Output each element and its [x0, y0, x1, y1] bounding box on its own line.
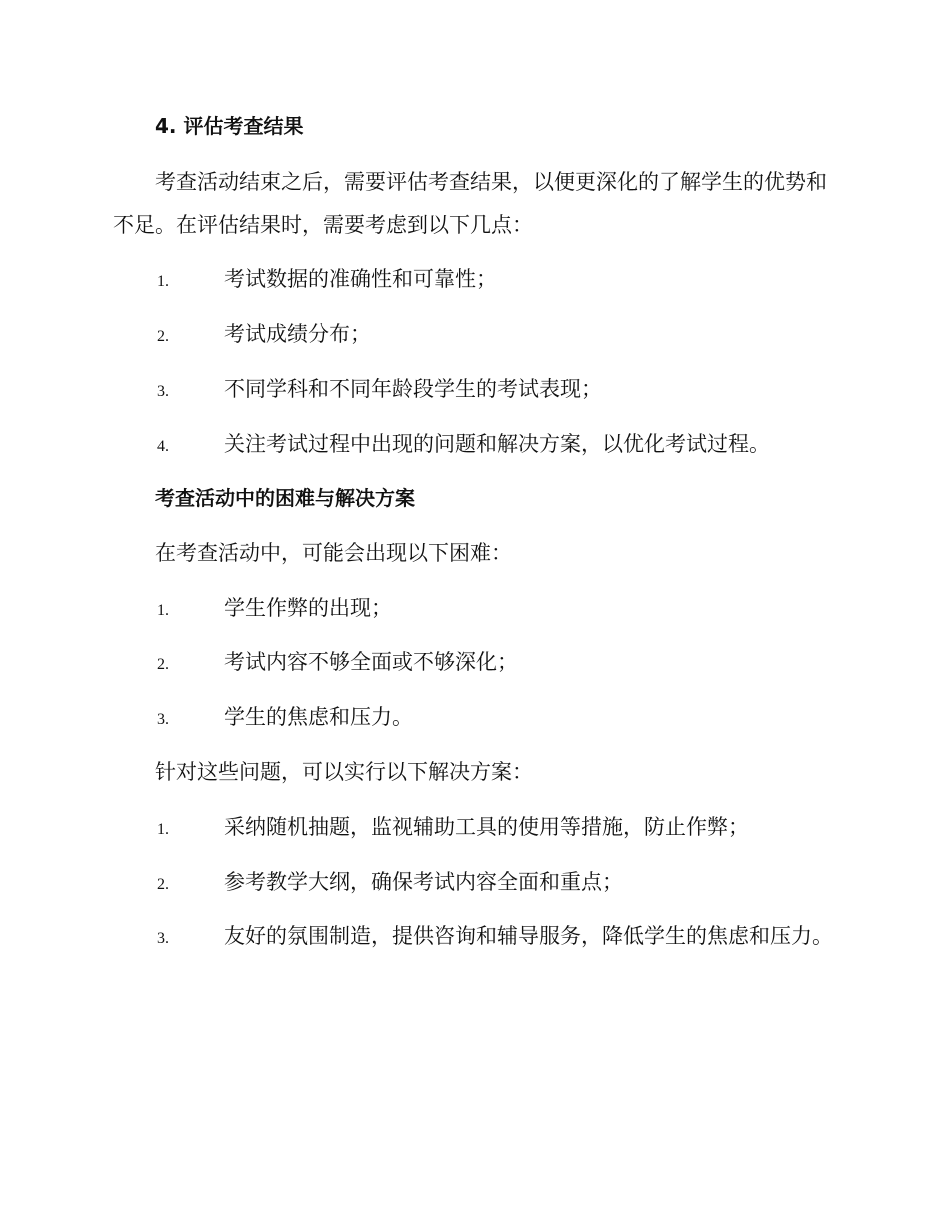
list-item [157, 806, 837, 851]
list-item [157, 313, 837, 358]
list-number: 3. [157, 930, 169, 947]
list-number: 3. [157, 711, 169, 728]
difficulties-intro-paragraph: 在考查活动中，可能会出现以下困难： [155, 541, 512, 565]
section-heading-difficulties: 考查活动中的困难与解决方案 [155, 486, 415, 510]
list-text: 关注考试过程中出现的问题和解决方案，以优化考试过程。 [224, 432, 770, 456]
list-text: 学生的焦虑和压力。 [224, 705, 413, 729]
list-number: 1. [157, 821, 169, 838]
list-item [157, 641, 837, 686]
list-text: 考试成绩分布； [224, 322, 371, 346]
list-text: 考试数据的准确性和可靠性； [224, 267, 497, 291]
list-text: 采纳随机抽题，监视辅助工具的使用等措施，防止作弊； [224, 815, 749, 839]
list-number: 1. [157, 602, 169, 619]
list-item [157, 423, 837, 468]
list-number: 1. [157, 273, 169, 290]
list-item [157, 587, 837, 632]
list-number: 2. [157, 328, 169, 345]
solutions-intro-paragraph: 针对这些问题，可以实行以下解决方案： [155, 760, 533, 784]
list-text: 学生作弊的出现； [224, 596, 392, 620]
list-text: 不同学科和不同年龄段学生的考试表现； [224, 377, 602, 401]
list-number: 3. [157, 383, 169, 400]
section-heading-evaluate-results: 4. 评估考查结果 [155, 114, 304, 138]
list-item [157, 696, 837, 741]
list-number: 2. [157, 876, 169, 893]
list-text: 友好的氛围制造，提供咨询和辅导服务，降低学生的焦虑和压力。 [224, 924, 833, 948]
list-item [157, 258, 837, 303]
list-number: 4. [157, 438, 169, 455]
list-text: 参考教学大纲，确保考试内容全面和重点； [224, 870, 623, 894]
section-intro-paragraph: 考查活动结束之后，需要评估考查结果，以便更深化的了解学生的优势和不足。在评估结果时，需要考虑到以下几点： [113, 170, 827, 237]
list-number: 2. [157, 656, 169, 673]
list-item [157, 861, 837, 906]
list-text: 考试内容不够全面或不够深化； [224, 650, 518, 674]
list-item [157, 368, 837, 413]
list-item [113, 915, 833, 960]
